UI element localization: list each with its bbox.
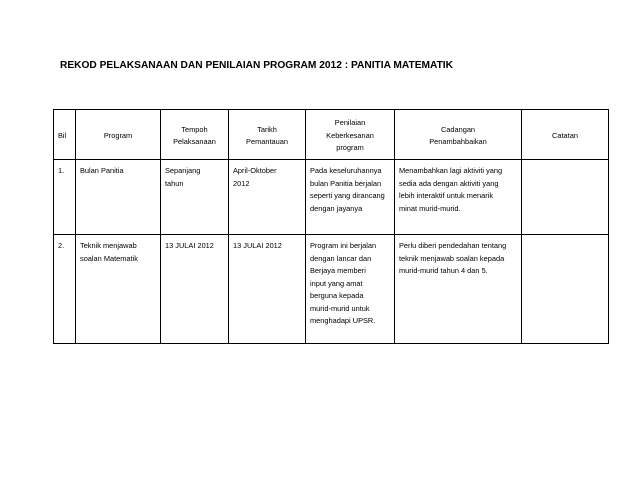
cell-bil: 1. — [54, 160, 76, 235]
cell-tempoh: 13 JULAI 2012 — [161, 235, 229, 344]
header-tempoh-pelaksanaan: Tempoh Pelaksanaan — [161, 110, 229, 160]
cell-tarikh: April-Oktober 2012 — [229, 160, 306, 235]
cell-tarikh: 13 JULAI 2012 — [229, 235, 306, 344]
cell-catatan — [522, 160, 609, 235]
header-penilaian-keberkesanan: Penilaian Keberkesanan program — [306, 110, 395, 160]
table-row — [54, 235, 609, 344]
table-row — [54, 160, 609, 235]
program-record-table — [53, 109, 609, 344]
cell-cadangan: Perlu diberi pendedahan tentang teknik menjawab soalan kepada murid-murid tahun 4 dan 5. — [395, 235, 522, 344]
cell-catatan — [522, 235, 609, 344]
table-header-row — [54, 110, 609, 160]
header-tarikh-pemantauan: Tarikh Pemantauan — [229, 110, 306, 160]
cell-program: Teknik menjawab soalan Matematik — [76, 235, 161, 344]
header-bil: Bil — [54, 110, 76, 160]
cell-cadangan: Menambahkan lagi aktiviti yang sedia ada dengan aktiviti yang lebih interaktif untuk menarik minat murid-murid. — [395, 160, 522, 235]
header-cadangan-penambahbaikan: Cadangan Penambahbaikan — [395, 110, 522, 160]
header-program: Program — [76, 110, 161, 160]
cell-penilaian: Program ini berjalan dengan lancar dan Berjaya memberi input yang amat berguna kepada murid-murid untuk menghadapi UPSR. — [306, 235, 395, 344]
cell-program: Bulan Panitia — [76, 160, 161, 235]
document-title: REKOD PELAKSANAAN DAN PENILAIAN PROGRAM 2012 : PANITIA MATEMATIK — [60, 60, 453, 71]
cell-bil: 2. — [54, 235, 76, 344]
cell-penilaian: Pada keseluruhannya bulan Panitia berjalan seperti yang dirancang dengan jayanya — [306, 160, 395, 235]
header-catatan: Catatan — [522, 110, 609, 160]
cell-tempoh: Sepanjang tahun — [161, 160, 229, 235]
